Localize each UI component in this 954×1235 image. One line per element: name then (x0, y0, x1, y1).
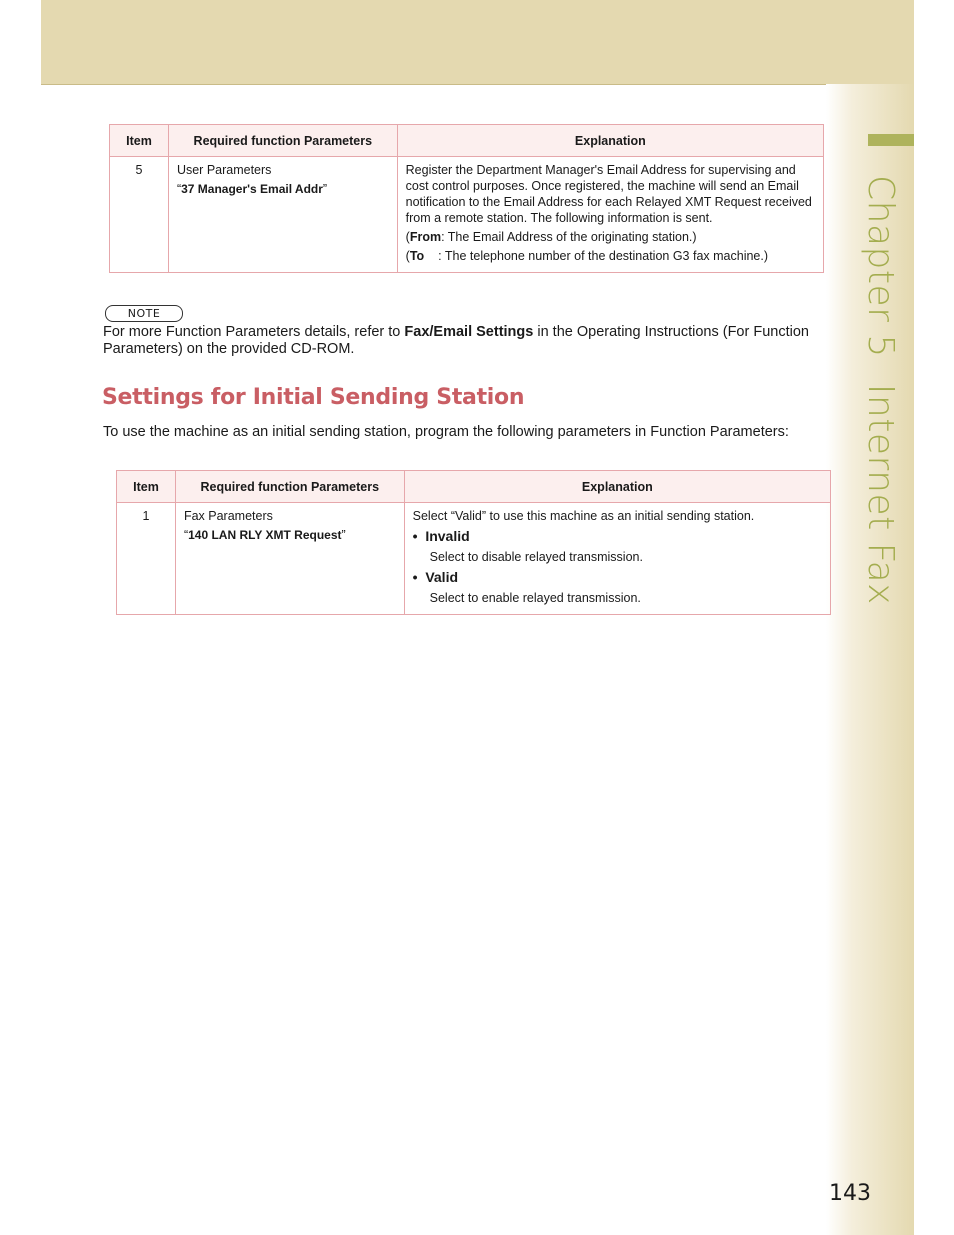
param-group: User Parameters (176, 163, 272, 177)
header-required-params: Required function Parameters (168, 125, 397, 157)
note-reference: Fax/Email Settings (404, 324, 534, 340)
table-row (117, 503, 831, 615)
header-item: Item (117, 471, 176, 503)
section-intro: To use the machine as an initial sending station, program the following parameters in Function Parameters: (103, 424, 789, 440)
explanation-text: Select “Valid” to use this machine as an initial sending station. (412, 509, 755, 523)
relay-request-parameter-table (116, 470, 831, 615)
top-header-band (41, 0, 914, 85)
row-item-number: 1 (117, 503, 176, 615)
chapter-name: Internet Fax (860, 383, 901, 605)
option-valid-desc: Select to enable relayed transmission. (429, 591, 641, 605)
from-label: From (409, 230, 442, 244)
header-item: Item (110, 125, 169, 157)
note-text: For more Function Parameters details, refer to Fax/Email Settings in the Operating Instructions (For Function Parameters) on the provided CD-ROM. (103, 324, 809, 357)
from-text: : The Email Address of the originating station.) (441, 230, 697, 244)
row-parameter: Fax Parameters “140 LAN RLY XMT Request” (175, 503, 404, 615)
option-valid: • Valid (412, 569, 459, 585)
to-text: : The telephone number of the destination G3 fax machine.) (438, 249, 769, 263)
param-group: Fax Parameters (183, 509, 273, 523)
chapter-marker-bar (868, 134, 914, 146)
table-row (110, 157, 824, 273)
header-required-params: Required function Parameters (175, 471, 404, 503)
manager-email-parameter-table (109, 124, 824, 273)
option-invalid-desc: Select to disable relayed transmission. (429, 550, 643, 564)
row-parameter: User Parameters “37 Manager's Email Addr” (168, 157, 397, 273)
to-label: To (409, 249, 425, 263)
section-heading: Settings for Initial Sending Station (102, 385, 525, 410)
header-explanation: Explanation (397, 125, 823, 157)
param-name: 140 LAN RLY XMT Request (188, 528, 342, 542)
chapter-number: Chapter 5 (860, 175, 901, 358)
row-item-number: 5 (110, 157, 169, 273)
row-explanation (404, 503, 830, 615)
header-explanation: Explanation (404, 471, 830, 503)
page-number: 143 (829, 1181, 871, 1206)
option-invalid: • Invalid (412, 528, 470, 544)
note-badge: NOTE (105, 305, 183, 322)
param-name: 37 Manager's Email Addr (181, 182, 323, 196)
chapter-title (860, 175, 901, 605)
row-explanation: Register the Department Manager's Email Address for supervising and cost control purposes. Once registered, the machine will send an Email notification to the Email Address for each Relayed XMT Request received from a remote station. The following information is sent. (From: The Email Address of the originating station.) (To : The telephone number of the destination G3 fax machine.) (397, 157, 823, 273)
explanation-text: Register the Department Manager's Email Address for supervising and cost control purposes. Once registered, the machine will send an Email notification to the Email Address for each Relayed XMT Request received from a remote station. The following information is sent. (405, 163, 812, 225)
